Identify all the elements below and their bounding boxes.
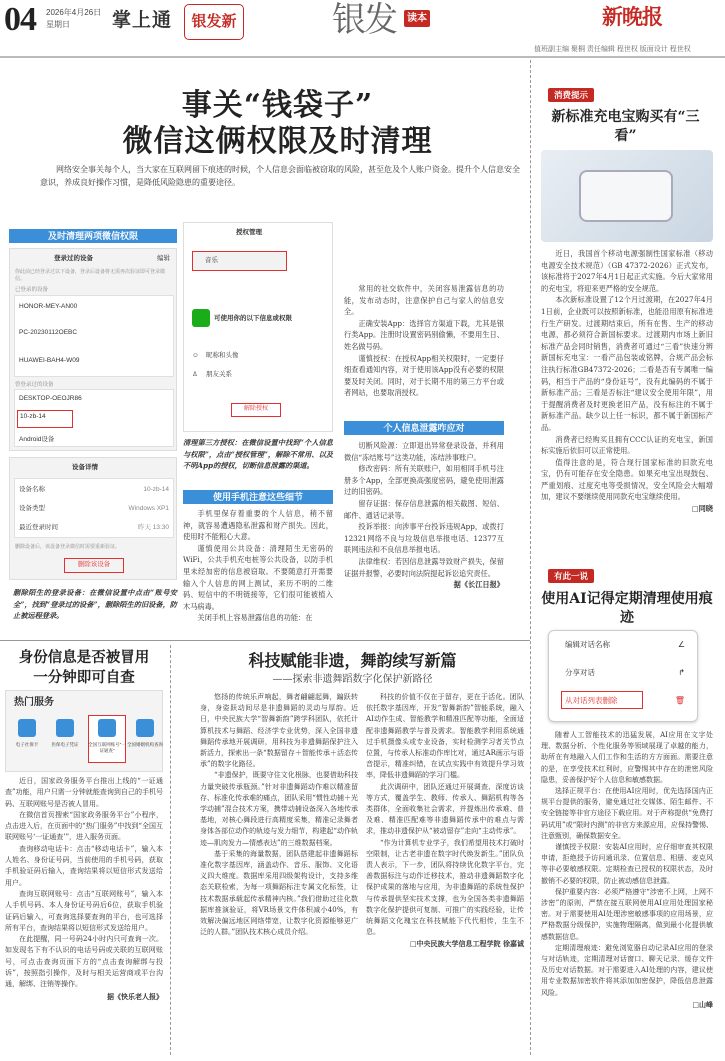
ai-menu-screenshot bbox=[548, 630, 698, 722]
service-item-highlighted[interactable]: 全国互联网账号“一证通查” bbox=[88, 742, 126, 753]
column-title: 银发 bbox=[332, 0, 396, 40]
perm-item: 昵称和头像 bbox=[206, 352, 239, 359]
menu-edit-name[interactable]: 编辑对话名称 bbox=[565, 640, 610, 649]
main-title-line2: 微信这俩权限及时清理 bbox=[122, 124, 433, 159]
detail-key: 设备类型 bbox=[19, 505, 45, 512]
detail-key: 设备名称 bbox=[19, 486, 45, 493]
device-item[interactable]: HUAWEI-BAH4-W09 bbox=[19, 357, 80, 364]
newspaper-logo: 新晚报 bbox=[602, 4, 662, 29]
powerbank-icon bbox=[579, 170, 673, 222]
details-list bbox=[14, 478, 174, 538]
editor-credits: 值班副主编 聚桐 责任编辑 程世权 版面设计 程世权 bbox=[534, 46, 691, 53]
auth-app-name: 音乐 bbox=[205, 257, 218, 264]
screenshot-logged-devices bbox=[9, 248, 177, 451]
hot-services-label: 热门服务 bbox=[14, 697, 54, 708]
menu-share[interactable]: 分享对话 bbox=[565, 668, 595, 677]
perm-item: 朋友关系 bbox=[206, 371, 232, 378]
perm-avatar-icon: ☺ bbox=[192, 352, 199, 359]
column-divider bbox=[530, 60, 531, 1055]
device-item-highlighted[interactable]: 10-zb-14 bbox=[20, 413, 46, 420]
page-number: 04 bbox=[4, 1, 36, 38]
service-item[interactable]: 医保电子凭证 bbox=[51, 742, 79, 747]
medical-voucher-icon bbox=[56, 719, 74, 737]
trash-icon: 🗑 bbox=[674, 696, 685, 705]
detail-key: 最近登录时间 bbox=[19, 524, 58, 531]
column-stamp: 读本 bbox=[404, 10, 430, 27]
date: 2026年4月26日 bbox=[46, 8, 102, 17]
device-item[interactable]: HONOR-MEY-AN00 bbox=[19, 303, 78, 310]
perm-friends-icon: ♙ bbox=[192, 371, 198, 378]
section-seal: 银发新 bbox=[184, 4, 244, 40]
current-devices-list bbox=[14, 295, 174, 377]
powerbank-title: 新标准充电宝购买有“三看” bbox=[551, 109, 700, 144]
service-item[interactable]: 电子社保卡 bbox=[15, 742, 39, 747]
main-title-line1: 事关“钱袋子” bbox=[181, 88, 374, 123]
id-check-icon bbox=[98, 719, 116, 737]
badge-consumer-tip: 消费提示 bbox=[548, 88, 594, 102]
subhead-phone-details: 使用手机注意这些细节 bbox=[183, 490, 333, 504]
devices-header: 登录过的设备 bbox=[54, 255, 93, 262]
phone-tips-text: 手机里保存着重要的个人信息，稍不留神，就容易遭遇隐私泄露和财产损失。因此，使用时不能粗心大意。 谨慎使用公共设备：清理陌生无密码的WiFi，公共手机充电桩等公共设备，以防手机里未经加密的信息被窃取。不要随意打开需要输入个人信息的网上测试，来历不明的二维码、短信中的不明链接等，它们很可能被植入木马病毒。 关闭手机上容易泄露信息的功能：在 bbox=[183, 509, 333, 623]
ai-text: 随着人工智能技术的迅猛发展，AI应用在文字处理、数据分析、个性化服务等领域展现了卓越的能力，助所在有地融入人们工作和生活的方方面面。需要注意的是，在享受技术红利时，应警惕其中存在的泄密风险隐患，妥善保护好个人信息和敏感数据。 选择正规平台：在使用AI应用时，优先选择国内正规平台提供的服务，避免通过社交媒体、陌生邮件、不安全链接等非官方途径下载应用。对于声称提供“免费打码试用”或“限时内测”的非官方来源应用，应保持警惕、注意甄别，确保数据安全。 谨慎授予权限：安装AI应用时，应仔细审查其权限申请，拒绝授予访问通讯录、位置信息、相册、麦克风等非必要敏感权限。定期检查已授权的权限状态，及时撤销不必要的权限，防止被动感信息泄露。 保护重要内容：必须严格遵守“涉密不上网，上网不涉密”的原则，严禁在接互联网使用AI应用处理国家秘密。对于需要使用AI处理涉密敏感事项的应用场景，应严格数据分级保护，实施物理隔离，做到最小化提供敏感数据信息。 定期清理痕迹：避免浏览器自动记录AI应用的登录与对话轨迹，定期清理对话窗口、聊天记录、缓存文件及历史对话数据。对于需要进入AI处理的内容，建议使用专业数据加密软件将其添加加密保护，降低信息泄露风险。 □山峰 bbox=[541, 731, 713, 1009]
column-divider bbox=[170, 645, 171, 1055]
pencil-icon: ∠ bbox=[677, 640, 685, 649]
recent-devices-label: 曾登录过的设备 bbox=[15, 382, 54, 388]
weekday: 星期日 bbox=[46, 20, 70, 29]
screenshot-authorization bbox=[183, 222, 333, 432]
heritage-subtitle: ——探索非遗舞蹈数字化保护新路径 bbox=[272, 674, 433, 685]
powerbank-text: 近日，我国首个移动电源强制性国家标准（移动电源安全技术规范）（GB 47372-2026）正式发布，该标准将于2027年4月1日起正式实施。今后大家常用的充电宝，将迎来更严格的安全规范。 本次新标准设置了12个月过渡期，在2027年4月1日前，企业既可以按照新标准，也能沿用原有标准进行生产研发。过渡期结束后，所有在售、生产的移动电源，都必须符合新国标要求。过渡期内市场上新旧标准产品会同时销售，消费者可通过“三看”快速分辨新国标充电宝：一看产品包装或铭牌，合规产品会标注执行标准GB47372-2026；二看是否有专属唯一编码，相当于产品的“身份证号”，没有此编码的不属于新标准产品；三看是否标注“建议安全使用年限”，用于提醒消费者及时更换老旧产品，没有标注的不属于新标准产品。缺少以上任一标识，都不属于新国标产品。 消费者已经购买且拥有CCC认证的充电宝，新国标实施后依旧可以正常使用。 值得注意的是，符合现行国家标准的旧款充电宝，仍有可能存在安全隐患。如果充电宝出现鼓包、严重划痕、过度充电等受损情况，安全风险会大幅增加，建议不要继续使用同款充电宝继续使用。 □同晓 bbox=[541, 249, 713, 514]
section-rule bbox=[0, 640, 530, 641]
share-icon: ↱ bbox=[678, 668, 685, 677]
caption-delete-device: 删除陌生的登录设备：在微信设置中点击“账号安全”，找到“登录过的设备”，删除陌生的旧设备，防止被远程登录。 bbox=[13, 588, 177, 621]
badge-saying: 有此一说 bbox=[548, 569, 594, 583]
caption-revoke-auth: 清理第三方授权：在微信设置中找到“个人信息与权限”，点击“授权管理”，解除不常用、以及不明App的授权，切断信息泄露的渠道。 bbox=[183, 438, 333, 471]
device-item[interactable]: DESKTOP-OEOJR86 bbox=[19, 395, 82, 402]
identity-title-line2: 一分钟即可自查 bbox=[33, 669, 135, 686]
date-block bbox=[46, 7, 101, 31]
details-header: 设备详情 bbox=[72, 464, 98, 471]
device-item[interactable]: Android设备 bbox=[19, 436, 55, 443]
header-rule bbox=[0, 56, 725, 58]
heritage-col2: 科技的价值不仅在于留存，更在于活化。团队依托数字基因库，开发“智舞新韵”智能系统，融入AI动作生成、智能教学和精准匹配等功能，全面适配非遗舞蹈教学与普及需求。智能教学利用系统通过手机摄像头或专业设备，实时检测学习者关节点位置，与传承人标准动作库比对，通过AR画示与语音提示，精准纠错，在试点实践中有效提升学习效率，降低非遗舞蹈的学习门槛。 此次调研中，团队还通过开展调查、深度访谈等方式，覆盖学生、教师、传承人、舞蹈机构等各类群体，全面收集社会需求，并提炼出传承难、普及难、精准匹配难等非遗舞蹈传承中的难点与需求，推动非遗保护从“被动留存”走向“主动传承”。 “作为计算机专业学子，我们希望用技术打破时空限制，让古老非遗在数字时代焕发新生。”团队负责人表示，下一步，团队将持续优化数字平台，完善数据标注与动作迁移技术，推动非遗舞蹈数字化保护成果的落地与应用，为非遗舞蹈的系统性保护与传承提供坚实技术支撑，也为全国各类非遗舞蹈数字化保护提供可复制、可推广的实践经验，让传统舞蹈文化瑰宝在科技赋能下代代相传，生生不息。 □中央民族大学信息工程学院 徐嘉诚 bbox=[366, 693, 524, 949]
delete-device-button[interactable]: 删除该设备 bbox=[64, 558, 124, 573]
devices-note: 你此前已经登录过以下设备，登录后设备将无需再次验证即可登录微信。 bbox=[15, 269, 166, 282]
auth-subtitle: 可使用你的以下信息或权限 bbox=[214, 315, 292, 322]
lead-paragraph: 网络安全事关每个人，当大家在互联网留下痕迹的时候，个人信息会面临被窃取的风险，甚至危及个人账户资金。提升个人信息安全意识，养成良好操作习惯，是降低风险隐患的重要途径。 bbox=[40, 165, 520, 187]
section-name: 掌上通 bbox=[112, 10, 173, 31]
source-credit: 据《长江日报》 bbox=[453, 580, 504, 590]
screenshot-device-details bbox=[9, 457, 177, 580]
heritage-col1: 悠扬的传统乐声响起，舞者翩翩起舞，蹁跃转身，身姿跃动间尽是非遗舞蹈的灵动与厚韵。近日，中央民族大学“智舞新韵”跨学科团队，依托计算机技术与舞蹈、经济学专业优势，深入全国非遗舞蹈传承地开展调研，用科技为非遗舞蹈保护注入新活力，探索出一条“数据留存＋智能传承＋活态传承”的数字化路径。 “非遗保护，既要守住文化根脉，也要借助科技力量突破传承瓶颈。”针对非遗舞蹈动作难以精准留存、标准化传承难的痛点，团队采用“惯性动捕＋光学动捕”混合技术方案，携带动捕设备深入各地传承基地，对核心舞段进行高精度采集，精准记录舞者身体各部位动作的轨迹与发力细节，构建起“动作轨迹—肌肉发力—情感表达”的三维数据档案。 基于采集的海量数据，团队搭建起非遗舞蹈标准化数字基因库，涵盖动作、音乐、服饰、文化语义四大维度。数据库采用四级架构设计，支持多维态关联检索，为每一项舞蹈标注专属文化标签，让技术数据承载起传承精神内核。”我们借助过往化数据库推演验证，将VR场景文件体积减小40%，有效解决偏远地区网络带宽，让数字化资源能够更广泛的人群。”团队技术核心成员介绍。 bbox=[200, 693, 358, 937]
auth-app-box[interactable] bbox=[192, 251, 287, 271]
auth-header: 授权管理 bbox=[236, 229, 262, 236]
edit-button[interactable]: 编辑 bbox=[157, 255, 170, 262]
revoke-auth-button[interactable]: 解除授权 bbox=[231, 403, 281, 417]
details-note: 删除设备后，该设备登录微信时需要重新验证。 bbox=[15, 544, 121, 550]
identity-title-line1: 身份信息是否被冒用 bbox=[18, 649, 150, 666]
wechat-icon bbox=[192, 309, 210, 327]
detail-value: 昨天 13:30 bbox=[137, 524, 169, 531]
subhead-clear-permissions: 及时清理两项微信权限 bbox=[9, 229, 177, 243]
current-devices-label: 已登录的设备 bbox=[15, 287, 49, 293]
recent-devices-list bbox=[14, 389, 174, 447]
leak-response-text: 切断风险源：立即退出异常登录设备，并利用微信“冻结账号”这类功能，冻结涉事账户。 修改密码：所有关联账户，如用相同手机号注册多个App，全部更换高强度密码，避免使用泄露过的旧密码。 留存证据：保存信息泄露的相关截图、短信、邮件、通话记录等。 投诉举报：向涉事平台投诉违规App，或拨打12321网络不良与垃圾信息举报电话、12377互联网违法和不良信息举报电话。 法律维权：若因信息泄露导致财产损失，保留证据并报警，必要时向法院提起诉讼追究责任。 据《长江日报》 bbox=[344, 441, 504, 590]
powerbank-photo bbox=[541, 150, 713, 242]
service-item[interactable]: 全国婚姻机构查询 bbox=[127, 742, 163, 747]
social-card-icon bbox=[18, 719, 36, 737]
hot-services-screenshot bbox=[5, 690, 163, 772]
heritage-title: 科技赋能非遗，舞韵续写新篇 bbox=[248, 651, 457, 670]
marriage-icon bbox=[136, 719, 154, 737]
identity-text: 近日，国家政务服务平台推出上线的“一证通查”功能，用户只需一分钟就能查询到自己的手机号码、互联网账号是否被人冒用。 在微信首页搜索“国家政务服务平台”小程序，点击进入后，在页面中的“热门服务”中找到“全国互联网账号‘一证通查’”，进入服务页面。 查询移动电话卡：点击“移动电话卡”，输入本人姓名、身份证号码，当前使用的手机号码，获取手机验证码后输入，查询结果将以短信形式发送给用户。 查询互联网账号：点击“互联网账号”，输入本人手机号码、本人身份证号码后6位，获取手机验证码后输入，可查询选择要查询的平台，也可选择所有平台，查询结果将以短信形式发送给用户。 在此提醒，同一号码24小时内只可查询一次。如发现名下有不认识的电话号码或关联的互联网账号，可点击查询页面下方的“点击查询解绑与投诉”，按照指引操作，及时与相关运营商或平台沟通，解绑、注销等操作。 据《快乐老人报》 bbox=[5, 777, 163, 1001]
column3-text: 常用的社交软件中，关闭容易泄露信息的功能，发布动态时，注意保护自己与家人的信息安全。 正确安装App：选择官方渠道下载，尤其是银行类App。注册时设置密码别偷懒，不要用生日、姓名做号码。 谨慎授权：在授权App相关权限时，一定要仔细查看通知内容，对于使用该App没有必要的权限要及时关闭。同时，对于长期不用的第三方平台或者网站，也要取消授权。 bbox=[344, 284, 504, 398]
ai-title: 使用AI记得定期清理使用痕迹 bbox=[541, 591, 713, 626]
subhead-leak-response: 个人信息泄露咋应对 bbox=[344, 421, 504, 435]
detail-value: 10-zb-14 bbox=[143, 486, 169, 493]
menu-delete[interactable]: 从对话列表删除 bbox=[565, 696, 618, 705]
detail-value: Windows XP1 bbox=[128, 505, 169, 512]
device-item[interactable]: PC-20230112OEBC bbox=[19, 329, 78, 336]
